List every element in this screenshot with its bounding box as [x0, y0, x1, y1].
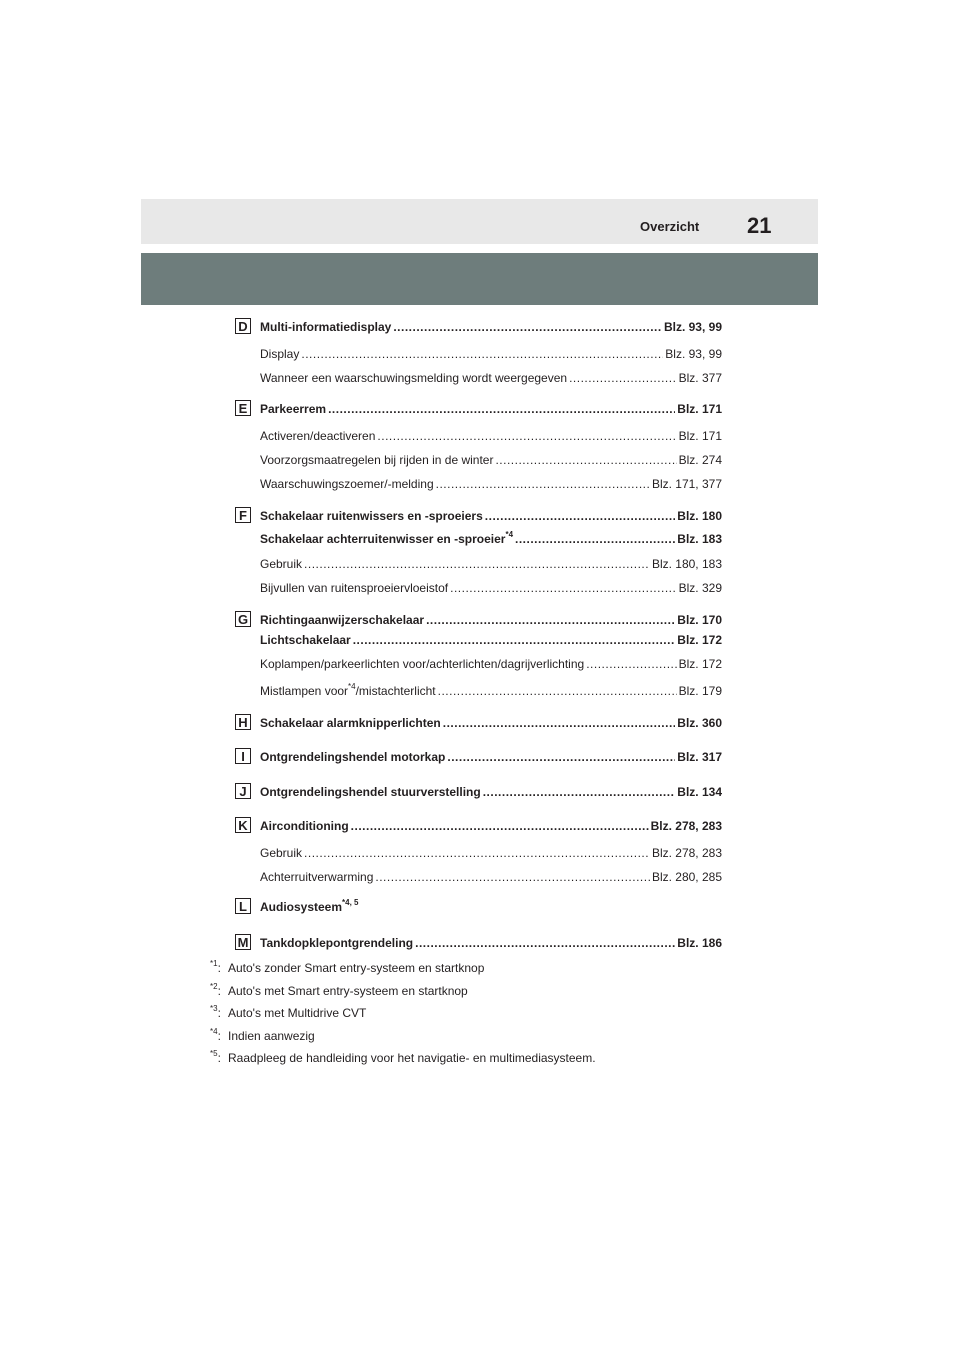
entry-label-text: Audiosysteem	[260, 900, 343, 914]
section-letter-k: K	[235, 817, 251, 833]
page-reference: Blz. 186	[677, 936, 722, 950]
section-letter-h: H	[235, 714, 251, 730]
footnote-ref: *4, 5	[342, 898, 359, 907]
entry-label	[260, 657, 584, 671]
entry-label	[260, 819, 349, 833]
entry-label	[260, 557, 302, 571]
entry-label	[260, 750, 445, 764]
entry-label-text: Gebruik	[260, 557, 303, 571]
index-entry[interactable]	[260, 402, 722, 416]
footnote	[210, 1051, 596, 1065]
entry-label-text: Parkeerrem	[260, 402, 327, 416]
dot-leader	[438, 684, 677, 698]
page-reference: Blz. 180	[677, 509, 722, 523]
entry-label-text: Achterruitverwarming	[260, 870, 374, 884]
page-reference: Blz. 179	[678, 684, 722, 698]
page-reference: Blz. 171	[677, 402, 722, 416]
entry-label	[260, 371, 567, 385]
page-reference: Blz. 183	[677, 532, 722, 546]
header-band	[141, 253, 818, 305]
entry-label-text: Schakelaar ruitenwissers en -sproeiers	[260, 509, 483, 523]
index-entry[interactable]	[260, 785, 722, 799]
entry-label-text: Schakelaar achterruitenwisser en -sproeier	[260, 532, 506, 546]
index-entry[interactable]	[260, 716, 722, 730]
page-reference: Blz. 329	[678, 581, 722, 595]
page-reference: Blz. 278, 283	[651, 846, 722, 860]
footnote-mark-text: *5	[210, 1049, 218, 1058]
index-subentry[interactable]	[260, 429, 722, 443]
footnote	[210, 1006, 366, 1020]
page-reference: Blz. 93, 99	[665, 347, 722, 361]
footnote-ref: *4	[505, 530, 514, 539]
entry-label	[260, 347, 299, 361]
entry-label-text: Ontgrendelingshendel motorkap	[260, 750, 446, 764]
section-letter-f: F	[235, 507, 251, 523]
entry-label	[260, 320, 391, 334]
entry-label	[260, 429, 375, 443]
page-reference: Blz. 360	[677, 716, 722, 730]
entry-label-text: Voorzorgsmaatregelen bij rijden in de winter	[260, 453, 494, 467]
footnote	[210, 1029, 315, 1043]
dot-leader	[447, 750, 675, 764]
dot-leader	[304, 557, 650, 571]
entry-label-text: /mistachterlicht	[355, 684, 436, 698]
index-subentry[interactable]	[260, 870, 722, 884]
dot-leader	[515, 532, 675, 546]
page-reference: Blz. 93, 99	[663, 320, 722, 334]
page-reference: Blz. 172	[677, 633, 722, 647]
footnote-mark-text: *2	[210, 982, 218, 991]
entry-label-text: Mistlampen voor	[260, 684, 349, 698]
page-reference: Blz. 171, 377	[651, 477, 722, 491]
dot-leader	[443, 716, 676, 730]
entry-label-text: Schakelaar alarmknipperlichten	[260, 716, 441, 730]
index-subentry[interactable]	[260, 477, 722, 491]
entry-label-text: Activeren/deactiveren	[260, 429, 376, 443]
entry-label	[260, 633, 351, 647]
page-reference: Blz. 280, 285	[651, 870, 722, 884]
footnote-mark: $^{*5}$:	[210, 1049, 221, 1065]
dot-leader	[393, 320, 662, 334]
index-entry[interactable]	[260, 320, 722, 334]
entry-label	[260, 453, 493, 467]
index-subentry[interactable]	[260, 371, 722, 385]
entry-label-text: Ontgrendelingshendel stuurverstelling	[260, 785, 481, 799]
section-letter-l: L	[235, 898, 251, 914]
dot-leader	[377, 429, 676, 443]
section-letter-i: I	[235, 748, 251, 764]
page-reference: Blz. 172	[678, 657, 722, 671]
page-reference: Blz. 377	[678, 371, 722, 385]
footnote-text: Auto's met Multidrive CVT	[228, 1006, 367, 1020]
entry-label-text: Richtingaanwijzerschakelaar	[260, 613, 425, 627]
entry-label	[260, 613, 424, 627]
index-subentry[interactable]	[260, 453, 722, 467]
page-reference: Blz. 170	[677, 613, 722, 627]
dot-leader	[415, 936, 675, 950]
entry-label	[260, 402, 326, 416]
dot-leader	[586, 657, 676, 671]
page-reference: Blz. 171	[678, 429, 722, 443]
entry-label-text: Gebruik	[260, 846, 303, 860]
dot-leader	[483, 785, 676, 799]
section-letter-g: G	[235, 611, 251, 627]
dot-leader	[301, 347, 663, 361]
entry-label	[260, 477, 434, 491]
entry-label-text: Waarschuwingszoemer/-melding	[260, 477, 434, 491]
dot-leader	[485, 509, 676, 523]
index-entry[interactable]	[260, 613, 722, 627]
entry-label-text: Multi-informatiedisplay	[260, 320, 392, 334]
footnote-mark-text: *4	[210, 1027, 218, 1036]
entry-label	[260, 870, 373, 884]
dot-leader	[375, 870, 650, 884]
entry-label	[260, 684, 436, 698]
index-subentry[interactable]	[260, 657, 722, 671]
header-bar	[141, 199, 818, 244]
dot-leader	[351, 819, 649, 833]
section-letter-e: E	[235, 400, 251, 416]
section-letter-d: D	[235, 318, 251, 334]
index-subentry[interactable]	[260, 684, 722, 698]
dot-leader	[495, 453, 676, 467]
entry-label	[260, 581, 448, 595]
index-entry[interactable]	[260, 532, 722, 546]
page-reference: Blz. 274	[678, 453, 722, 467]
page-reference: Blz. 278, 283	[650, 819, 722, 833]
dot-leader	[426, 613, 675, 627]
footnote-mark: $^{*2}$:	[210, 982, 221, 998]
dot-leader	[304, 846, 650, 860]
index-entry[interactable]	[260, 936, 722, 950]
dot-leader	[353, 633, 676, 647]
entry-label	[260, 509, 483, 523]
section-letter-j: J	[235, 783, 251, 799]
index-subentry[interactable]	[260, 347, 722, 361]
entry-label-text: Lichtschakelaar	[260, 633, 351, 647]
page-reference: Blz. 134	[677, 785, 722, 799]
footnote-mark-text: *1	[210, 959, 218, 968]
index-subentry[interactable]	[260, 581, 722, 595]
index-entry[interactable]	[260, 509, 722, 523]
dot-leader	[569, 371, 677, 385]
section-title: Overzicht	[640, 219, 700, 234]
index-entry[interactable]	[260, 633, 722, 647]
entry-label	[260, 785, 481, 799]
page-number: 21	[747, 213, 772, 238]
entry-label	[260, 532, 513, 546]
footnote-mark: $^{*3}$:	[210, 1004, 221, 1020]
footnote	[210, 984, 468, 998]
section-letter-m: M	[235, 934, 251, 950]
footnote-text: Raadpleeg de handleiding voor het navigatie- en multimediasysteem.	[228, 1051, 596, 1065]
footnote-mark: $^{*1}$:	[210, 959, 221, 975]
entry-label-text: Koplampen/parkeerlichten voor/achterlichten/dagrijverlichting	[260, 657, 585, 671]
entry-label-text: Wanneer een waarschuwingsmelding wordt weergegeven	[260, 371, 568, 385]
index-subentry[interactable]	[260, 557, 722, 571]
entry-label	[260, 900, 359, 914]
page-reference: Blz. 317	[677, 750, 722, 764]
footnote	[210, 961, 484, 975]
dot-leader	[328, 402, 675, 416]
index-subentry[interactable]	[260, 846, 722, 860]
dot-leader	[436, 477, 650, 491]
index-entry[interactable]	[260, 900, 722, 914]
footnote-text: Auto's zonder Smart entry-systeem en startknop	[228, 961, 485, 975]
entry-label	[260, 936, 413, 950]
page-reference: Blz. 180, 183	[651, 557, 722, 571]
entry-label-text: Airconditioning	[260, 819, 349, 833]
footnote-text: Auto's met Smart entry-systeem en startknop	[228, 984, 468, 998]
footnote-text: Indien aanwezig	[228, 1029, 315, 1043]
footnote-mark-text: *3	[210, 1004, 218, 1013]
entry-label	[260, 846, 302, 860]
entry-label	[260, 716, 441, 730]
index-entry[interactable]	[260, 750, 722, 764]
dot-leader	[450, 581, 677, 595]
entry-label-text: Display	[260, 347, 300, 361]
footnote-mark: $^{*4}$:	[210, 1027, 221, 1043]
entry-label-text: Tankdopklepontgrendeling	[260, 936, 414, 950]
index-entry[interactable]	[260, 819, 722, 833]
entry-label-text: Bijvullen van ruitensproeiervloeistof	[260, 581, 449, 595]
footnote-ref: *4	[348, 682, 356, 691]
